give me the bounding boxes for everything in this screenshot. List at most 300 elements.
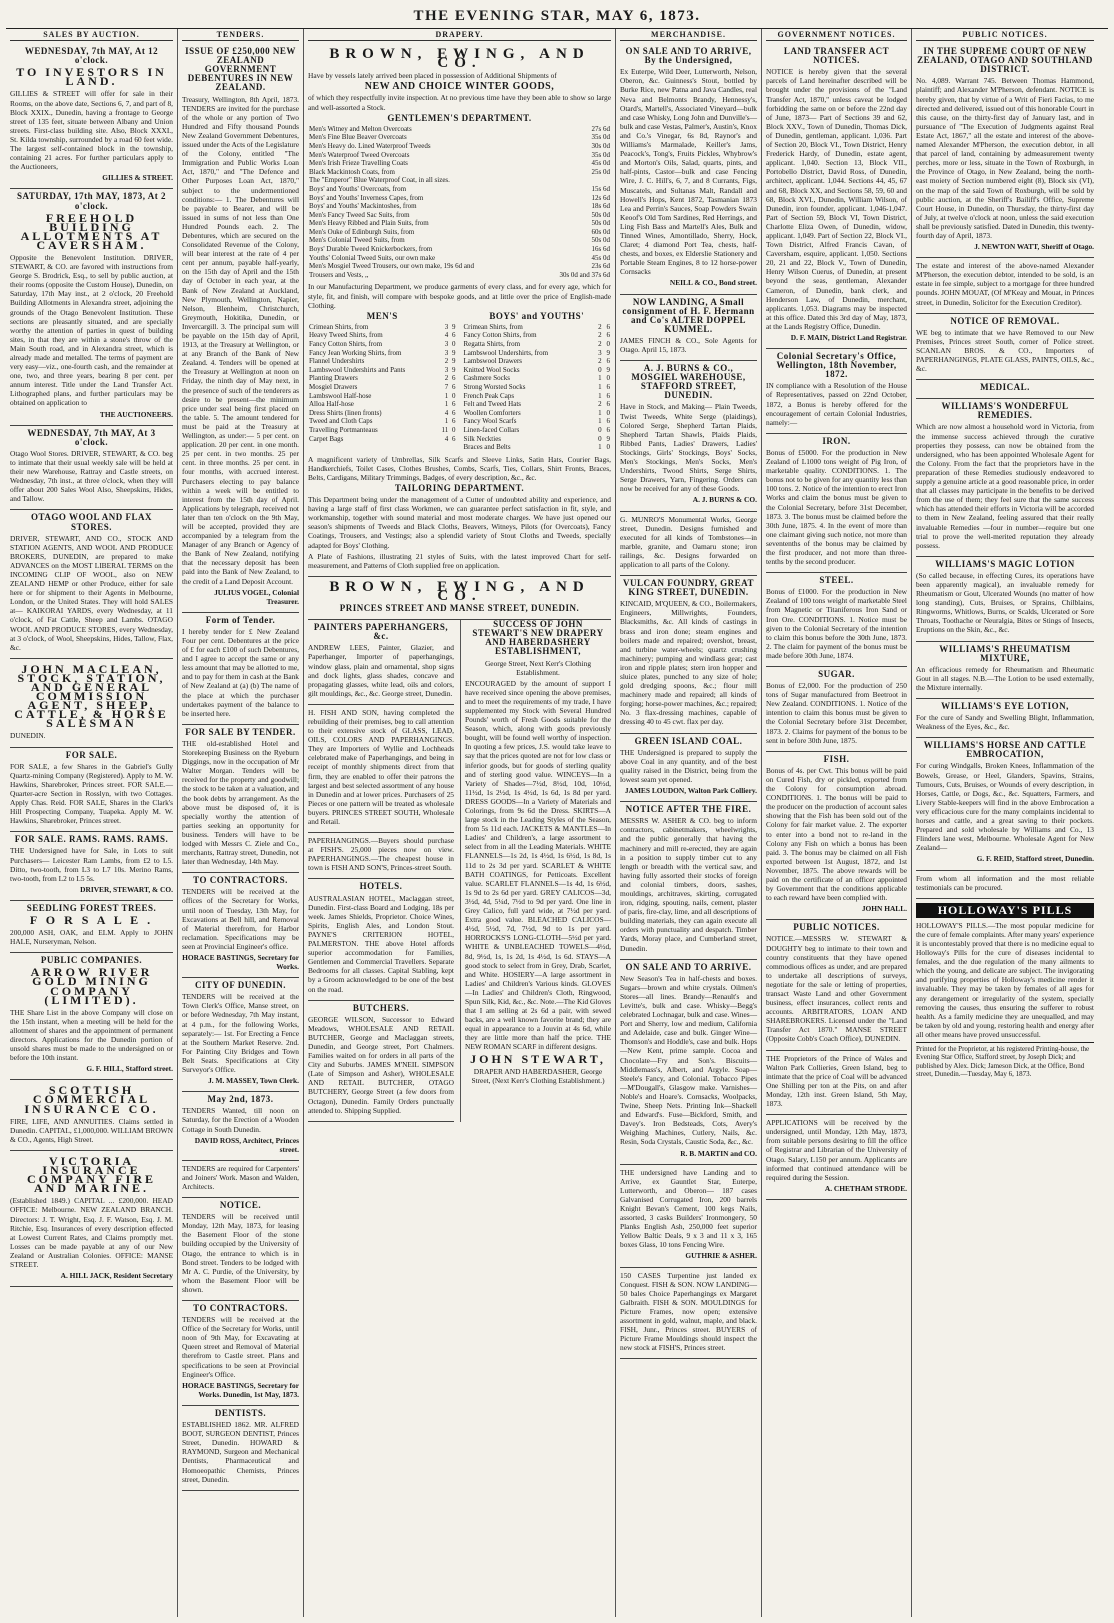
advert xyxy=(10,901,173,953)
advert xyxy=(766,1115,907,1200)
advert xyxy=(916,399,1094,557)
advert-signature: J. M. MASSEY, Town Clerk. xyxy=(208,1076,299,1086)
table-row xyxy=(308,340,457,349)
item-name: Boys' and Youths' Overcoats, from xyxy=(309,184,407,193)
advert xyxy=(916,699,1094,738)
advert-text: (So called because, in effecting Cures, its operations have been apparently magical), an invaluable remedy for Rheumatism or Gout, Ulcerated Wounds (no matter of how long standing), Cuts, Bruises, or Sprains, Chilblains, Ringworms, Whitlows, Burns, or Scalds, Ulcerated or Sore Throats, Toothache or Neuralgia, Bites or Stings of Insects, Eruptions on the Skin, &c., &c. xyxy=(916,570,1094,635)
item-price: 2 xyxy=(598,331,602,340)
item-price: 0 xyxy=(606,340,610,348)
advert xyxy=(620,361,757,511)
item-name: Fancy Jean Working Shirts, from xyxy=(309,348,402,357)
item-price: 1 xyxy=(444,400,449,409)
table-row xyxy=(308,254,611,263)
table-row xyxy=(463,323,612,332)
advert-text: ANDREW LEES, Painter, Glazier, and Paperhanger, Importer of paperhangings, window glass, plain and ornamental, shop signs and dock lights, glass shades, concave and propagating glasses, white lead, oils and colors, gilt mouldings, &c., &c. George street, Dunedin. xyxy=(308,643,454,698)
table-row xyxy=(308,185,611,194)
advert-heading: SUGAR. xyxy=(818,669,855,679)
advert-text: The estate and interest of the above-named Alexander M'Pherson, the execution debtor, intended to be sold, is an estate in fee simple, subject to a mortgage for three hundred pounds. JOHN MOUAT, (Of M'Keay and Mouat, in Princes street, in Dunedin, Solicitor for the Execution Creditor). xyxy=(916,261,1094,307)
table-row xyxy=(308,331,457,340)
advert-text: HOLLOWAY'S PILLS.—The most popular medicine for the cure of female complaints. After many years' experience it is uncontestably proved that there is no medicine equal to Holloway's Pills for the cure of diseases incidental to females, and the due regulation of the many ailments to which the young, and delicate are subject. The invigorating and purifying properties of Holloway's medicine render it invaluable. They may be taken by females of all ages for any derangement or irregularity of the system, specially removing the causes, thus ensuring the sufferer to robust health. As a family medicine they are unequalled, and may be taken by old and young, restoring health and energy after all other means have proved unsuccessful. xyxy=(916,920,1094,1039)
advert-text: Ex Euterpe, Wild Deer, Lutterworth, Nelson, Oberon, &c. Guinness's Stout, bottled by Burke Rice, new Patna and Java Candles, real Neva and Belmonts Brandy, Hennessy's, Otard's, Martell's, Associated Vineyard—bulk and case Whisky, Long John and Dunville's—bulk and case Vestas, Palmer's, Austin's, Knox and Co.'s Vinegar, 6s 8d, Raynor's and Williams's Marmalade, Keiller's Jams, Peacock's, Tong's, Fruits Pickles, Whybrow's and Morton's Oils, Salad, quarts, pints, and half-pints, Castor—bulk and case Fencing Wire, J. C. Hill's, 6, 7, and 8 Currants, Figs, Muscatels, and Sultanas Malt, Randall and Howell's Hops, Kent 1872, Tasmanian 1873 Lea and Perrin's Sauces, Soap Powders Swain Keoof's Old Tom Sardines, Red Herrings, and Ling Fish Bass and Martell's Ales, Bulk and Tinned Wines, Amontillado, Sherry, Hock, Claret; 4 diamond Port Tea, chests, half-chests, and boxes, ex Elderslie Stationery and Portable Steam Engines, 8 to 12 horse-power Cornsacks xyxy=(620,67,757,277)
advert xyxy=(308,833,454,879)
advert-heading: WILLIAMS'S HORSE AND CATTLE EMBROCATION, xyxy=(923,740,1087,760)
advert-text: Have by vessels lately arrived been placed in possession of Additional Shipments of xyxy=(308,71,557,81)
item-name: Fancy Cotton Shirts, from xyxy=(309,340,383,348)
advert xyxy=(10,832,173,901)
item-name: Regatta Shirts, from xyxy=(463,340,521,348)
table-row xyxy=(308,125,611,134)
item-price: 50s 0d xyxy=(591,236,610,245)
column-merchandise xyxy=(616,29,762,1617)
advert-text: IN compliance with a Resolution of the House of Representatives, passed on 22nd October, 1872, a Bonus is hereby offered for the encouragement of certain Colonial Industries, namely:— xyxy=(766,381,907,427)
advert-heading: WILLIAMS'S MAGIC LOTION xyxy=(935,558,1075,569)
advert-heading: NOW LANDING, A Small consignment of H. F. Hermann and Co's ALTER DOPPEL KUMMEL. xyxy=(622,296,755,334)
item-price: 1 xyxy=(444,417,449,426)
item-price: 6 xyxy=(452,331,456,340)
advert-text: An efficacious remedy for Rheumatism and Rheumatic Gout in all stages. N.B.—The Lotion to be used externally, the Mixture internally. xyxy=(916,664,1094,692)
advert-text: ESTABLISHED 1862. MR. ALFRED BOOT, SURGEON DENTIST, Princes Street, Dunedin. HOWARD & RAYMOND, Surgeon and Mechanical Dentists, Pharmaceutical and Homoeopathic Chemists, Princes street, Dunedin. xyxy=(182,1420,299,1484)
item-price: 1 xyxy=(598,408,602,417)
table-row xyxy=(463,383,612,392)
item-price xyxy=(538,176,611,185)
item-name: Men's Ouke of Edinburgh Suits, from xyxy=(309,227,415,236)
table-row xyxy=(308,400,457,409)
table-row xyxy=(308,159,611,168)
advert-heading: WILLIAMS'S WONDERFUL REMEDIES. xyxy=(941,401,1069,421)
column-public-notices xyxy=(912,29,1098,1617)
advert-signature: A. HILL JACK, Resident Secretary xyxy=(60,1271,173,1281)
item-price: 35s 0d xyxy=(591,150,610,159)
item-price: 50s 0d xyxy=(591,210,610,219)
advert-signature: D. F. MAIN, District Land Registrar. xyxy=(790,333,907,342)
table-row xyxy=(308,168,611,177)
advert-heading: WILLIAMS'S EYE LOTION, xyxy=(941,701,1069,711)
table-row xyxy=(463,409,612,418)
advert xyxy=(916,557,1094,642)
item-name: Braces and Belts xyxy=(463,443,511,452)
table-row xyxy=(308,228,611,237)
advert xyxy=(308,879,454,1000)
advert xyxy=(916,380,1094,399)
item-name: Mosgiel Drawers xyxy=(309,382,358,391)
item-name: Lambswool Drawers xyxy=(463,357,523,366)
item-price: 27s 6d xyxy=(591,124,610,133)
advert-heading: Colonial Secretary's Office, Wellington, 18th November, 1872. xyxy=(776,351,897,380)
item-price: 30s 0d and 37s 6d xyxy=(559,270,610,279)
advert xyxy=(10,659,173,748)
advert-text: In our Manufacturing Department, we produce garments of every class, and for every age, which for style, fit, and finish, will compare with bespoke goods, and at little over the price of English-made Clothing. xyxy=(308,282,611,310)
table-row xyxy=(308,245,611,254)
item-price: 1 xyxy=(598,382,602,391)
advert-signature: R. B. MARTIN and CO. xyxy=(680,1148,757,1158)
advert xyxy=(766,573,907,667)
advert xyxy=(620,1165,757,1268)
item-price: 3 xyxy=(444,340,449,348)
advert-signature: JOHN HALL. xyxy=(861,904,907,914)
item-price: 6 xyxy=(606,417,610,426)
advert-subtitle: NEW AND CHOICE WINTER GOODS, xyxy=(364,81,555,93)
advert-text: TENDERS Wanted, till noon on Saturday, for the Erection of a Wooden Cottage in South Dunedin. xyxy=(182,1106,299,1134)
column-drapery xyxy=(304,29,616,1617)
advert-subtitle: PRINCES STREET AND MANSE STREET, DUNEDIN. xyxy=(339,603,580,614)
advert-text: of which they respectfully invite inspection. At no previous time have they been able to show so large and well-assorted a Stock. xyxy=(308,93,611,112)
table-row xyxy=(463,366,612,375)
advert-text: TENDERS will be received at the offices of the Secretary for Works, until noon of Tuesday, 13th May, for Excavations at Bell hill, and Removal of Material therefrom, for Harbor reclamation. Specifications may be seen at Provincial Engineer's office. xyxy=(182,887,299,951)
section-heading: GOVERNMENT NOTICES. xyxy=(766,30,907,41)
advert-heading: OTAGO WOOL AND FLAX STORES. xyxy=(31,512,152,532)
advert xyxy=(620,44,757,294)
advert xyxy=(620,576,757,734)
item-name: Men's Heavy do. Lined Waterproof Tweeds xyxy=(309,141,431,150)
item-name: Men's Waterproof Tweed Overcoats xyxy=(309,150,410,159)
item-name: Carpet Bags xyxy=(309,434,344,443)
lower-left-adverts xyxy=(308,620,454,1122)
item-name: Fancy Cotton Shirts, from xyxy=(463,331,537,340)
item-price: 6 xyxy=(606,425,610,434)
item-price: 9 xyxy=(452,357,456,366)
item-name: Strong Worsted Socks xyxy=(463,382,526,391)
advert-heading: WEDNESDAY, 7th MAY, At 3 o'clock. xyxy=(27,427,156,447)
advert-heading: FOR SALE BY TENDER. xyxy=(185,726,296,737)
advert-text: NOTICE.—MESSRS W. STEWART & DOUGHTY beg to intimate to their town and country constituents that they have opened commodious offices as under, and are prepared to undertake all descriptions of surveys, negotiate for the sale or letting of properties, transact Waste Land and other Government business, effect insurances, collect rents and accounts. ARBITRATORS, LOAN AND SHAREBROKERS. Licensed under the "Land Transfer Act 1870." MANSE STREET (Opposite Cobb's Coach Office), DUNEDIN. xyxy=(766,934,907,1044)
table-heading: BOYS' and YOUTHS' xyxy=(489,310,585,321)
item-name: Heavy Tweed Shirts, from xyxy=(309,331,383,340)
advert-heading: TO CONTRACTORS. xyxy=(193,875,288,886)
advert-text: For curing Windgalls, Broken Knees, Inflammation of the Bowels, Grease, or Heel, Glanders, Spavins, Strains, Tumours, Cuts, Bruises, or Wounds of every description, in Horses, Cattle, or Dogs, &c., &c. Squatters, Farmers, and Livery Stable-keepers will find in the above Embrocation a very efficacious cure for the many complaints incidental to horses and cattle, and a great saving to their pockets. Prepared and sold wholesale by Williams and Co., 13 Flinders lane west, Melbourne. Wholesale Agent for New Zealand— xyxy=(916,761,1094,853)
masthead xyxy=(6,4,1108,29)
item-price: 6 xyxy=(606,322,610,331)
advert xyxy=(620,1268,757,1360)
item-price: 9 xyxy=(606,365,610,374)
drapery-lower xyxy=(308,620,611,1122)
item-price: 6 xyxy=(452,400,456,409)
item-price: 1 xyxy=(598,443,602,452)
advert-text: Bonus of £5000. For the production in New Zealand of L1000 tons weight of Pig Iron, of marketable quality. CONDITIONS. 1. The bonus not to be given for any quantity less than 100 tons. 2. Notice of the intention to erect Iron Works and claim the bonus must be given to the Colonial Secretary, before 31st December, 1873. 3. The bonus must be claimed before the 30th June, 1875. 4. In the event of more than one claimant giving such notice, not more than seventenths of the bonus may be claimed by the first producer, and not more than three-tenths by the second producer. xyxy=(766,447,908,567)
advert-text: THE Proprietors of the Prince of Wales and Walton Park Collieries, Green Island, beg to intimate that the price of Coal will be advanced One Shilling per ton at the Pits, on and after Monday, 12th inst. Green Island, 5th May, 1873. xyxy=(766,1053,907,1109)
advert-text: Have in Stock, and Making— Plain Tweeds, Twist Tweeds, White Serge (plaidings), Colored Serge, Shepherd Tartan Plaids, Shepherd Tartan Shawls, Plaids Plaids, Ribbed Pants, Ladies' Drawers, Ladies' Stockings, Girls' Stockings, Boys' Socks, Men's Stockings, Men's Socks, Men's Undershirts, Twood Shirts, Serge Shirts, Serge Drawers, Yarn, Fingering. Orders can now be received for any of these Goods. xyxy=(620,402,757,494)
advert-heading: NOTICE OF REMOVAL. xyxy=(950,315,1060,326)
item-price: 0 xyxy=(598,434,602,443)
advert xyxy=(766,920,907,1050)
item-price: 12s 6d xyxy=(591,193,610,202)
department-heading: TAILORING DEPARTMENT. xyxy=(394,483,525,493)
advert-heading: SATURDAY, 17th MAY, 1873, At 2 o'clock. xyxy=(16,191,167,211)
advert-text: H. FISH AND SON, having completed the rebuilding of their premises, beg to call attention to their extensive stock of GLASS, LEAD, OILS, COLORS AND PAPERHANGINGS. They are Importers of Wyllie and Lochheads celebrated make of Paperhangings, and being in receipt of monthly shipments direct from that firm, they are enabled to offer their patrons the largest and best selected assortment of any house in Dunedin and at lower prices. Purchasers of 25 Pieces or one pattern will be treated as wholesale buyers. PRINCES STREET SOUTH, Wholesale and Retail. xyxy=(308,707,454,826)
advert xyxy=(916,44,1094,258)
advert xyxy=(182,1301,299,1406)
advert xyxy=(182,1198,299,1301)
table-row xyxy=(463,374,612,383)
table-row xyxy=(308,176,611,185)
advert-text: Bonus of 4s. per Cwt. This bonus will be paid on Cured Fish, dry or pickled, exported from the Colony for consumption abroad. CONDITIONS. 1. The bonus will be paid to the producer on the production of account sales showing that the Fish has been sold out of the Colony for fair market value. 2. The exporter to enter into a bond not to re-land in the Colony any Fish on which a bonus has been paid. 3. The bonus may be claimed on all Fish exported between 1st August, 1872, and 1st November, 1875. The above rewards will be paid on the certificate of an officer appointed by Government that the conditions applicable to each reward have been complied with. xyxy=(766,765,907,903)
advert-heading: PUBLIC COMPANIES. xyxy=(40,955,143,966)
advert-text: THE Undersigned have for Sale, in Lots to suit Purchasers— Leicester Ram Lambs, from £2 to L5. Ditto, two-tooth, from L3 to L7 10s. Merino Rams, two-tooth, from L2 to L5 5s. xyxy=(10,846,173,883)
advert-text: GILLIES & STREET will offer for sale in their Rooms, on the above date, Sections 6, 7, and part of 8, Block XXIX., Dunedin, having a frontage to George street of 135 feet, situate between Albany and Union streets. First-class building site. Also, Block XXXI., St. Kilda township, surrounded by a road 60 feet wide. The largest self-contained block in the township, containing 21 acres. For further particulars apply to the Auctioneers, xyxy=(10,89,173,172)
item-price: 2 xyxy=(598,400,602,409)
advert xyxy=(916,642,1094,699)
item-price: 6 xyxy=(606,331,610,340)
item-name: Tweed and Cloth Caps xyxy=(309,417,373,426)
table-row xyxy=(308,262,611,271)
advert xyxy=(766,349,907,434)
advert-text: FOR SALE, a few Shares in the Gabriel's Gully Quartz-mining Company (Registered). Apply to M. W. Hawkins, Sharebroker, Princes street. FOR SALE.—Quarter-acre Section in Rosslyn, with two Cottages. Apply Chas. Reid. FOR SALE, Shares in the Clark's Hill Prospecting Company, Tuapeka. Apply M. W. Hawkins, Sharebroker, Princes street. xyxy=(10,761,173,826)
item-name: Felt and Tweed Hats xyxy=(463,400,522,409)
item-name: French Peak Caps xyxy=(463,391,515,400)
advert-heading: Form of Tender. xyxy=(205,614,276,625)
advert-text: NOTICE is hereby given that the several parcels of Land hereinafter described will be brought under the provisions of the "Land Transfer Act, 1870," unless caveat be lodged forbidding the same on or before the 22nd day of June, 1873— Part of Sections 39 and 62, Block XXV., Town of Dunedin, Thomas Dick, of Dunedin, gentleman, applicant. 1,036. Part of Section 20, Block VI., Town District, Henry Frederick Hardy, of Dunedin, estate agent, applicant. 1,040. Section 13, Block VII., Portobello District, David Ross, of Dunedin, architect, applicant. 1,044. Sections 44, 45, 67 and 68, Block XX, and Sections 58, 59, 60 and 68, Block XVI., Dunedin, William Wilson, of Dunedin, iron founder, applicant. 1,046-1,047. Part of Section 59, Block VI, Town District, Charlotte Eliza Owen, of Dunedin, widow, applicant. 1,049. Part of Section 22, Block VI., Town District, Alfred Francis Cavan, of Caversham, esquire, applicant. 1,050. Sections 20, 21 and 22, Block V., Town of Dunedin, Henry Wilson Cuerus, of Dunedin, at present beyond the seas, gentleman, Alexander Cameron, of Dunedin, bank clerk, and Henderson Law, of Dunedin, merchant, applicants. 1,053. Diagrams may be inspected at this office. Dated this 3rd day of May, 1873, at the Lands Registry Office, Dunedin. xyxy=(766,67,907,331)
advert xyxy=(182,613,299,725)
advert-text: A Plate of Fashions, illustrating 21 styles of Suits, with the latest improved Chart for self-measurement, and Patterns of Cloth supplied free on application. xyxy=(308,551,611,570)
advert xyxy=(916,738,1094,870)
item-name: Trousers and Vests, ,, xyxy=(309,270,369,279)
boys-price-table xyxy=(463,323,612,452)
advert-signature: HORACE BASTINGS, Secretary for Works. Dunedin, 1st May, 1873. xyxy=(182,1380,299,1399)
advert-text: THE old-established Hotel and Storekeeping Business on the Ryeburn Diggings, now in the occupation of Mr Walter Morgan. Tenders will be received for the property and goodwill; the stock to be taken at a valuation, and the book debts by arrangement. As the above must be disposed of, it is specially worthy the attention of parties seeking an opportunity for business. Tenders will have to be lodged with Messrs C. Ziele and Co., merchants, Rattray street, Dunedin, not later than Wednesday, 14th May. xyxy=(182,738,299,867)
department-heading: GENTLEMEN'S DEPARTMENT. xyxy=(387,112,532,123)
advert xyxy=(766,667,907,752)
item-price: 0 xyxy=(452,340,456,348)
table-row xyxy=(308,435,457,444)
advert-signature: JOHN STEWART, xyxy=(470,1051,606,1066)
advert xyxy=(10,1080,173,1151)
item-price: 0 xyxy=(606,374,610,383)
advert-text: APPLICATIONS will be received by the undersigned, until Monday, 12th May, 1873, from suitable persons desiring to fill the office of Registrar and Librarian of the University of Otago. Salary, L150 per annum. Applicants are informed that continued attendance will be required during the Session. xyxy=(766,1118,907,1182)
item-name: Knitted Wool Socks xyxy=(463,365,520,374)
advert-title: SUCCESS OF JOHN STEWART'S NEW DRAPERY AND HABERDASHERY ESTABLISHMENT, xyxy=(472,619,604,657)
table-row xyxy=(463,435,612,444)
item-name: Men's Witney and Melton Overcoats xyxy=(309,124,412,133)
item-price: 6 xyxy=(452,374,456,383)
item-name: Boys' and Youths' Mackintoshes, from xyxy=(309,202,417,211)
advert xyxy=(766,44,907,349)
table-row xyxy=(463,392,612,401)
item-price: 0 xyxy=(598,365,602,374)
advert xyxy=(620,512,757,577)
advert-heading: MEDICAL. xyxy=(980,382,1030,393)
item-price: 2 xyxy=(598,340,602,348)
item-price: 9 xyxy=(606,434,610,443)
advert-title: BROWN, EWING, AND CO. xyxy=(329,46,590,72)
masthead-title: THE EVENING STAR, MAY 6, 1873. xyxy=(413,7,701,24)
item-price: 9 xyxy=(452,348,456,357)
advert-text: This Department being under the management of a Cutter of undoubted ability and experience, and having a large staff of first class Workmen, we can guarantee perfect satisfaction in fit, style, and workmanship, together with sound material and most moderate charges. We have just opened our season's shipments of Tweeds and Black Cloths, Beavers, Witneys, Pilots (for Overcoats), Fancy Coatings, Trousers, and Vestings; also a splendid variety of Stout Cloths and Tweeds, specially adapted for Boys' Clothing. xyxy=(308,495,611,550)
item-price: 0 xyxy=(606,443,610,452)
advert-heading: May 2nd, 1873. xyxy=(207,1094,274,1105)
advert-heading: PUBLIC NOTICES. xyxy=(793,922,880,933)
advert-title: FREEHOLD BUILDING ALLOTMENTS AT CAVERSHAM. xyxy=(20,210,163,252)
table-row xyxy=(463,426,612,435)
advert-signature: A. J. BURNS & CO. xyxy=(692,495,757,505)
section-heading: TENDERS. xyxy=(182,30,299,41)
advert-text: 200,000 ASH, OAK, and ELM. Apply to JOHN HALE, Nurseryman, Nelson. xyxy=(10,928,173,947)
table-row xyxy=(308,323,457,332)
advert-signature: NEILL & CO., Bond street. xyxy=(669,278,757,288)
advert-signature: G. F. HILL, Stafford street. xyxy=(86,1064,173,1074)
advert xyxy=(308,705,454,833)
advert-text: No. 4,089. Warrant 745. Between Thomas Hammond, plaintiff; and Alexander M'Pherson, defendant. NOTICE is hereby given, that by virtue of a Writ of Fieri Facias, to me directed and delivered, issued out of this honorable Court in this cause, on the thirty-first day of January last, and in pursuance of "The Execution of Judgments against Real Estate Act, 1867," all the estate and interest of the above-named Alexander M'Pherson, the execution debtor, in all that parcel of land, containing by admeasurement twenty perches, more or less, situate in the Town of Roxburgh, in the Province of Otago, in New Zealand, being the north-east moiety of Section numbered eight (8), Block six (VI), on the map of the said Town of Roxburgh, will be sold by public auction, at the Sheriff's Bailiff's Office, Supreme Court House, in Dunedin, on Thursday, the thirty-first day of July, at twelve o'clock at noon, unless the said execution shall be previously satisfied. Dated in Dunedin, this twenty-fourth day of April, 1873. xyxy=(916,76,1094,240)
table-row xyxy=(308,133,611,142)
advert-text: From whom all information and the most reliable testimonials can be procured. xyxy=(916,873,1094,892)
item-name: Lambswool Half-hose xyxy=(309,391,372,400)
advert-heading: WILLIAMS'S RHEUMATISM MIXTURE, xyxy=(939,643,1071,663)
item-price: 30s 0d xyxy=(591,141,610,150)
item-price: 6 xyxy=(606,382,610,391)
advert-text: DUNEDIN. xyxy=(10,731,46,741)
advert xyxy=(766,434,907,573)
item-name: Crimean Shirts, from xyxy=(309,322,369,331)
item-name: Crimean Shirts, from xyxy=(463,322,523,331)
advert-text: For the cure of Sandy and Swelling Blight, Inflammation, Weakness of the Eyes, &c., &c. xyxy=(916,713,1094,732)
advert-brown-ewing-address xyxy=(308,577,611,620)
item-price: 3 xyxy=(444,322,449,331)
item-price: 16s 6d xyxy=(591,245,610,254)
advert-text: Bonus of £1000. For the production in New Zealand of 100 tons weight of marketable Steel from Magnetic or Titaniferous Iron Sand or Iron Ore. CONDITIONS. 1. Notice must be given to the Colonial Secretary of the intention to claim this bonus before the 30th June, 1873. 2. The claim for payment of the bonus must be made before 30th June, 1874. xyxy=(766,587,907,660)
advert xyxy=(620,295,757,362)
advert-heading: DENTISTS. xyxy=(214,1407,267,1418)
advert xyxy=(766,1051,907,1116)
advert xyxy=(182,873,299,978)
column-tenders xyxy=(178,29,304,1617)
item-price: 0 xyxy=(452,425,456,434)
item-price: 0 xyxy=(452,391,456,400)
advert xyxy=(10,510,173,658)
item-price: 35s 0d xyxy=(591,133,610,142)
advert-heading: HOTELS. xyxy=(359,881,403,892)
table-row xyxy=(308,417,457,426)
advert-text: A magnificent variety of Umbrellas, Silk Scarfs and Sleeve Links, Satin Hats, Courier Bags, Handkerchiefs, Toilet Cases, Clothes Brushes, Combs, Scarfs, Ties, Collars, Shirt Fronts, Braces, Belts, Cardigans, Military Trimmings, Badges, of every description, &c., &c. xyxy=(308,454,611,482)
item-name: Black Mackintosh Coats, from xyxy=(309,167,395,176)
table-row xyxy=(308,202,611,211)
item-name: Dress Shirts (linen fronts) xyxy=(309,408,382,417)
advert xyxy=(182,1092,299,1161)
table-row xyxy=(308,383,457,392)
item-name: Men's Fine Blue Beaver Overcoats xyxy=(309,133,407,142)
advert xyxy=(766,752,907,921)
advert-address: George Street, Next Kerr's Clothing Establishment. xyxy=(484,658,592,677)
advert-title: ARROW RIVER GOLD MINING COMPANY (LIMITED). xyxy=(30,965,153,1007)
item-price: 11 xyxy=(441,425,449,434)
advert-heading: LAND TRANSFER ACT NOTICES. xyxy=(783,46,890,66)
item-name: Men's Heavy Ribbed and Plain Suits, from xyxy=(309,219,429,228)
advert-text: Otago Wool Stores. DRIVER, STEWART, & CO. beg to intimate that their usual weekly sale will be held at their new Warehouse, Rattray and Castle streets, on Wednesday, 7th inst., at three o'clock, when they will offer about 200 Sales Wool Also, Sheepskins, Hides, and Tallow. xyxy=(10,448,173,504)
item-name: Men's Colonial Tweed Suits, from xyxy=(309,236,405,245)
table-row xyxy=(308,142,611,151)
advert xyxy=(308,1001,454,1122)
item-price: 6 xyxy=(452,434,456,443)
advert-heading: VULCAN FOUNDRY, GREAT KING STREET, DUNEDIN. xyxy=(623,578,754,598)
advert-signature: DAVID ROSS, Architect, Princes street. xyxy=(194,1135,299,1154)
advert-text: Treasury, Wellington, 8th April, 1873. TENDERS are invited for the purchase of the whole or any portion of Two Hundred and Fifty thousand Pounds New Zealand Government Debentures, issued under the Acts of the Legislature of the Colony, entitled "The Immigration and Public Works Loan Act, 1870," and "The Defence and Other Purposes Loan Act, 1870," subject to the undermentioned conditions:— 1. The Debentures will be payable to Bearer, and will be issued in sums of not less than One Hundred Pounds each. 2. The Debentures, which are secured on the Consolidated Revenue of the Colony, will bear interest at the rate of 4 per cent per annum, payable half-yearly, on the 15th day of April and the 15th day of October in each year, at the Bank of New Zealand at Auckland, New Plymouth, Wellington, Napier, Nelson, Blenheim, Christchurch, Greymouth, Hokitika, Dunedin, or Invercargill. 3. The principal sum will be payable on the 15th day of April, 1913, at the Treasury at Wellington, or at any Branch of the Bank of New Zealand. 4. Tenders will be opened at the Treasury at Wellington at noon on Friday, the ninth day of May next, in the presence of such of the tenderers as desire to be present—the minimum price under seal being first placed on the table. 5. The amount tendered for must be paid at the Treasury at Wellington, as under:— 5 per cent. on application. 20 per cent. in one month. 25 per cent. in two months. 25 per cent. in three months. 25 per cent. in four months, with accrued interest. Purchasers electing to pay balance within a week will be entitled to interest from the 15th day of April. Applications by telegraph, received not later than ten o'clock on the 9th May, will be accepted, provided they are accompanied by a telegram from the Manager of any Branch or Agency of the Bank of New Zealand, notifying that the necessary deposit has been paid into the Bank of New Zealand, to the credit of a Land Deposit Account. xyxy=(182,94,299,586)
item-price: 4 xyxy=(444,408,449,417)
advert-heading: IN THE SUPREME COURT OF NEW ZEALAND, OTAGO AND SOUTHLAND DISTRICT. xyxy=(917,46,1093,75)
price-list xyxy=(308,125,611,280)
item-name: Boys' and Youths' Inverness Capes, from xyxy=(309,193,424,202)
advert-heading: CITY OF DUNEDIN. xyxy=(194,980,287,991)
advert-text: GEORGE WILSON, Successor to Edward Meadows, WHOLESALE AND RETAIL BUTCHER, George and Maclaggan streets, Dunedin, and George street, Port Chalmers. Families waited on for orders in all parts of the City and Suburbs. JAMES M'NEIL SIMPSON (Late of Simpson and Asher), WHOLESALE AND RETAIL BUTCHER, OTAGO BUTCHERY, George Street (a few doors from Octagon), Dunedin. Family Orders punctually attended to. Shipping Supplied. xyxy=(308,1014,454,1115)
item-price: 1 xyxy=(598,391,602,400)
item-price: 50s 0d xyxy=(591,219,610,228)
advert xyxy=(10,189,173,425)
advert-signature: DRIVER, STEWART, & CO. xyxy=(80,884,173,894)
advert-signature: GILLIES & STREET. xyxy=(102,173,173,183)
advert-heading: NOTICE. xyxy=(219,1200,262,1211)
advert-title: TO INVESTORS IN LAND. xyxy=(16,65,167,89)
item-price: 18s 6d xyxy=(591,202,610,211)
item-name: Men's Irish Frieze Travelling Coats xyxy=(309,159,408,168)
holloways-pills-banner: HOLLOWAY'S PILLS xyxy=(916,903,1094,918)
columns xyxy=(6,29,1108,1617)
advert-signature: JULIUS VOGEL, Colonial Treasurer. xyxy=(214,587,299,606)
advert-signature: JAMES LOUDON, Walton Park Colliery. xyxy=(624,786,757,796)
item-price: 9 xyxy=(452,365,456,374)
item-name: Fancy Wool Scarfs xyxy=(463,417,517,426)
item-price: 2 xyxy=(598,322,602,331)
advert-heading: SEEDLING FOREST TREES. xyxy=(26,902,157,913)
advert xyxy=(182,44,299,613)
item-price: 6 xyxy=(606,400,610,409)
advert-heading: BUTCHERS. xyxy=(352,1002,410,1013)
advert-text: KINCAID, M'QUEEN, & CO., Boilermakers, Engineers, Millwrights, Founders, Blacksmiths, &c. All kinds of castings in brass and iron done; steam engines and boilers made and repaired; overshot, breast, and turbine water-wheels; quartz crushing machinery; pumping and windlass gear; cast iron and ripple plates; stern iron hopper and sluice plates, punched to any size of hole; gold dredging spoons, &c.; flour mill machinery made and repaired; all kinds of forging; horse-power machines, &c.; repaired; No. 3 flax-dressing machines, capable of dressing 40 to 45 cwt. flax per day. xyxy=(620,599,757,727)
advert-heading: TO CONTRACTORS. xyxy=(193,1303,288,1313)
item-price: 4 xyxy=(444,434,449,443)
table-heading: MEN'S xyxy=(366,310,398,321)
advert-signature: G. F. REID, Stafford street, Dunedin. xyxy=(976,854,1094,864)
advert-text: THE Share List in the above Company will close on the 15th instant, when a meeting will be held for the allotment of shares and the appointment of permanent directors. Applications for the Dunedin portion of unsold shares must be made to the undersigned on or before the 10th instant. xyxy=(10,1007,173,1063)
item-price: 15s 6d xyxy=(591,184,610,193)
advert-text: Which are now almost a household word in Victoria, from the immense success achieved through the curative properties they possess, can now be obtained from the undersigned, who has been appointed Wholesale Agent for the Colony. From the fact that the proprietors have in the preparation of these Remedies studiously endeavored to supply a genuine article at a good reasonable price, in order that all classes may participate in the benefits to be derived from the use of them; they feel sure that the same success which has attended their efforts in Victoria will be accorded to them in New Zealand, feeling assured that their really invaluable Remedies —four in number—require but one trial to prove the well-merited reputation they already possess. xyxy=(916,422,1094,550)
table-row xyxy=(463,443,612,452)
advert-text: TENDERS will be received until Monday, 12th May, 1873, for leasing the Basement Floor of the stone building occupied by the University of Otago, the entrance to which is in Bond street. Tenders to be lodged with Mr A. C. Purdie, of the University, by whom the Basement Floor will be shown. xyxy=(182,1212,299,1294)
item-price: 2 xyxy=(444,357,449,366)
item-price: 4 xyxy=(444,331,449,340)
column-auctions xyxy=(6,29,178,1617)
item-price: 9 xyxy=(606,348,610,357)
advert-title: VICTORIA INSURANCE COMPANY FIRE AND MARINE. xyxy=(27,1153,156,1196)
advert-text: DRIVER, STEWART, AND CO., STOCK AND STATION AGENTS, AND WOOL AND PRODUCE BROKERS, DUNEDIN, are prepared to make ADVANCES on the MOST LIBERAL TERMS on the INCOMING CLIP OF WOOL, also on NEW ZEALAND HEMP or other Produce, either for sale here or for shipment to their Agents in Melbourne, London, or the United States. They will hold SALES at— KAIKORAI YARDS, every Wednesday, at 11 o'clock, of Fat Cattle, Sheep and Lambs. OTAGO WOOL AND PRODUCE STORES, every Wednesday, at 3 o'clock, of Wool, Sheepskins, Hides, Tallow, Flax, &c. xyxy=(10,533,173,652)
advert-title: JOHN MACLEAN, STOCK, STATION, AND GENERAL COMMISSION AGENT, SHEEP, CATTLE, & HORSE SALESMAN xyxy=(14,661,169,731)
advert-heading: PAINTERS PAPERHANGERS, &c. xyxy=(313,622,449,642)
john-stewart-advert xyxy=(460,620,611,1122)
advert-heading: ON SALE AND TO ARRIVE. xyxy=(625,961,752,972)
advert xyxy=(10,426,173,511)
item-name: Boys' Durable Tweed Knickerbockers, from xyxy=(309,245,433,254)
advert-text: New Season's Tea in half-chests and boxes. Sugars—brown and white crystals. Oilmen's Stores—all lines. Brandy—Renault's and Levitte's, bulk and case. Whisky—Begg's celebrated Lochnagar, bulk and case. Wines—Port and Sherry, low and medium, California and Adelaide, case and bulk. Ginger Wine—Thomson's and Hoddle's, case and bulk. Hops—New Kent, prime sample. Cocoa and Chocolate—Fry and Son's. Biscuits—Middlemass's, Albert, and Argyle. Soap—Steele's Fancy, and Colonial. Tobacco Pipes—M'Dougall's, Glasgow make. Varnishes—Noble's and Hoare's. Cornsacks, Woolpacks, Twine, Sheep Nets. Printing Ink—Shackell and Edward's. Fuse—Bickford, Smith, and Davey's. Iron Bedsteads, Cots, Avery's Weighing Machines, Cutlery, Nails, &c. Resin, Soda Crystals, Caustic Soda, &c., &c. xyxy=(620,973,757,1147)
table-row xyxy=(308,392,457,401)
table-row xyxy=(308,211,611,220)
item-name: Linen-faced Collars xyxy=(463,425,520,434)
advert-heading: STEEL. xyxy=(819,575,854,586)
item-price: 6 xyxy=(452,417,456,426)
advert-text: JAMES FINCH & CO., Sole Agents for Otago. April 15, 1873. xyxy=(620,335,757,354)
item-price: 6 xyxy=(452,382,456,391)
advert-signature: HORACE BASTINGS, Secretary for Works. xyxy=(182,953,299,972)
advert-signature-detail: DRAPER AND HABERDASHER, George Street, (Next Kerr's Clothing Establishment.) xyxy=(471,1066,605,1085)
advert xyxy=(916,314,1094,381)
mens-price-table xyxy=(308,323,457,443)
table-row xyxy=(463,417,612,426)
advert xyxy=(916,258,1094,313)
item-price: 23s 6d xyxy=(591,262,610,271)
advert-title: F O R S A L E . xyxy=(29,912,154,927)
imprint-footer: Printed for the Proprietor, at his registered Printing-house, the Evening Star Office, Stafford street, by Joseph Dick; and published by Alex. Dick; Jameson Dick, at the Office, Bond street, Dunedin.—Tuesday, May 6, 1873. xyxy=(916,1042,1094,1079)
item-price: 25s 0d xyxy=(591,167,610,176)
item-price: 1 xyxy=(598,417,602,426)
item-name: Men's Mosgiel Tweed Trousers, our own make, 19s 6d and xyxy=(309,262,474,271)
item-price: 6 xyxy=(606,357,610,366)
advert xyxy=(620,802,757,960)
table-row xyxy=(308,366,457,375)
item-price: 1 xyxy=(444,391,449,400)
